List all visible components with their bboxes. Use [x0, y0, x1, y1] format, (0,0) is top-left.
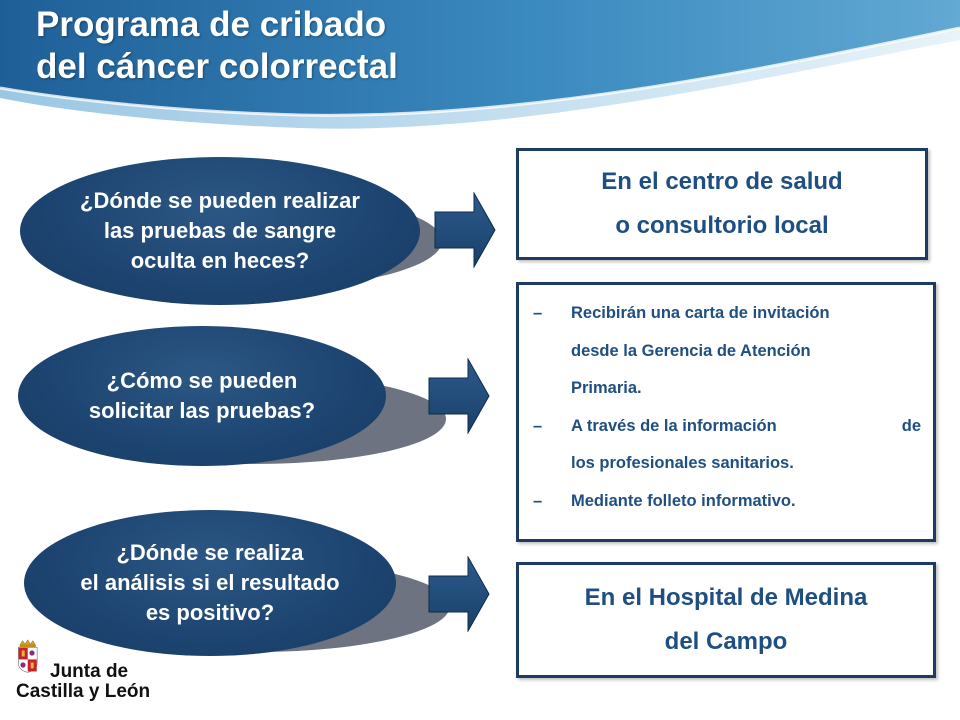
page-title [36, 4, 398, 88]
list-bullet: – [533, 304, 543, 322]
list-item-3-line-1: Mediante folleto informativo. [571, 491, 796, 510]
question-1-ellipse [20, 157, 420, 305]
answer-box-health-center [516, 148, 928, 260]
question-1-text: ¿Dónde se pueden realizar las pruebas de sangre oculta en heces? [80, 188, 360, 273]
answer-1-line-2: o consultorio local [615, 212, 829, 239]
answer-1-line-1: En el centro de salud [601, 168, 843, 195]
answer-3-line-2: del Campo [664, 628, 788, 655]
list-item [533, 408, 921, 483]
list-item [533, 295, 921, 408]
arrow-right-icon [434, 192, 496, 268]
list-item-1-line-3: Primaria. [571, 379, 642, 397]
title-line-1: Programa de cribado [36, 5, 387, 44]
logo-text-line-1: Junta de [50, 661, 129, 682]
list-item-2-line-2: los profesionales sanitarios. [571, 454, 794, 472]
arrow-right-icon [428, 556, 490, 632]
arrow-right-icon [428, 358, 490, 434]
question-3-ellipse [24, 510, 396, 656]
list-item-1-line-2: desde la Gerencia de Atención [571, 341, 811, 360]
list-item-1-line-1: Recibirán una carta de invitación [571, 304, 830, 322]
question-2-text: ¿Cómo se pueden solicitar las pruebas? [88, 368, 316, 423]
list-item-2-line-1a: A través de la información [571, 416, 777, 435]
answer-3-line-1: En el Hospital de Medina [584, 584, 868, 611]
logo-text-line-2: Castilla y León [16, 681, 151, 702]
list-item [533, 483, 921, 521]
title-line-2: del cáncer colorrectal [36, 47, 398, 86]
list-bullet: – [533, 491, 543, 510]
list-bullet: – [533, 416, 543, 435]
question-2-ellipse [18, 326, 386, 466]
list-item-2-line-1b: de [901, 416, 921, 435]
answer-box-hospital [516, 562, 936, 678]
answer-box-request-methods [516, 282, 936, 542]
question-3-text: ¿Dónde se realiza el análisis si el resultado es positivo? [80, 540, 340, 625]
